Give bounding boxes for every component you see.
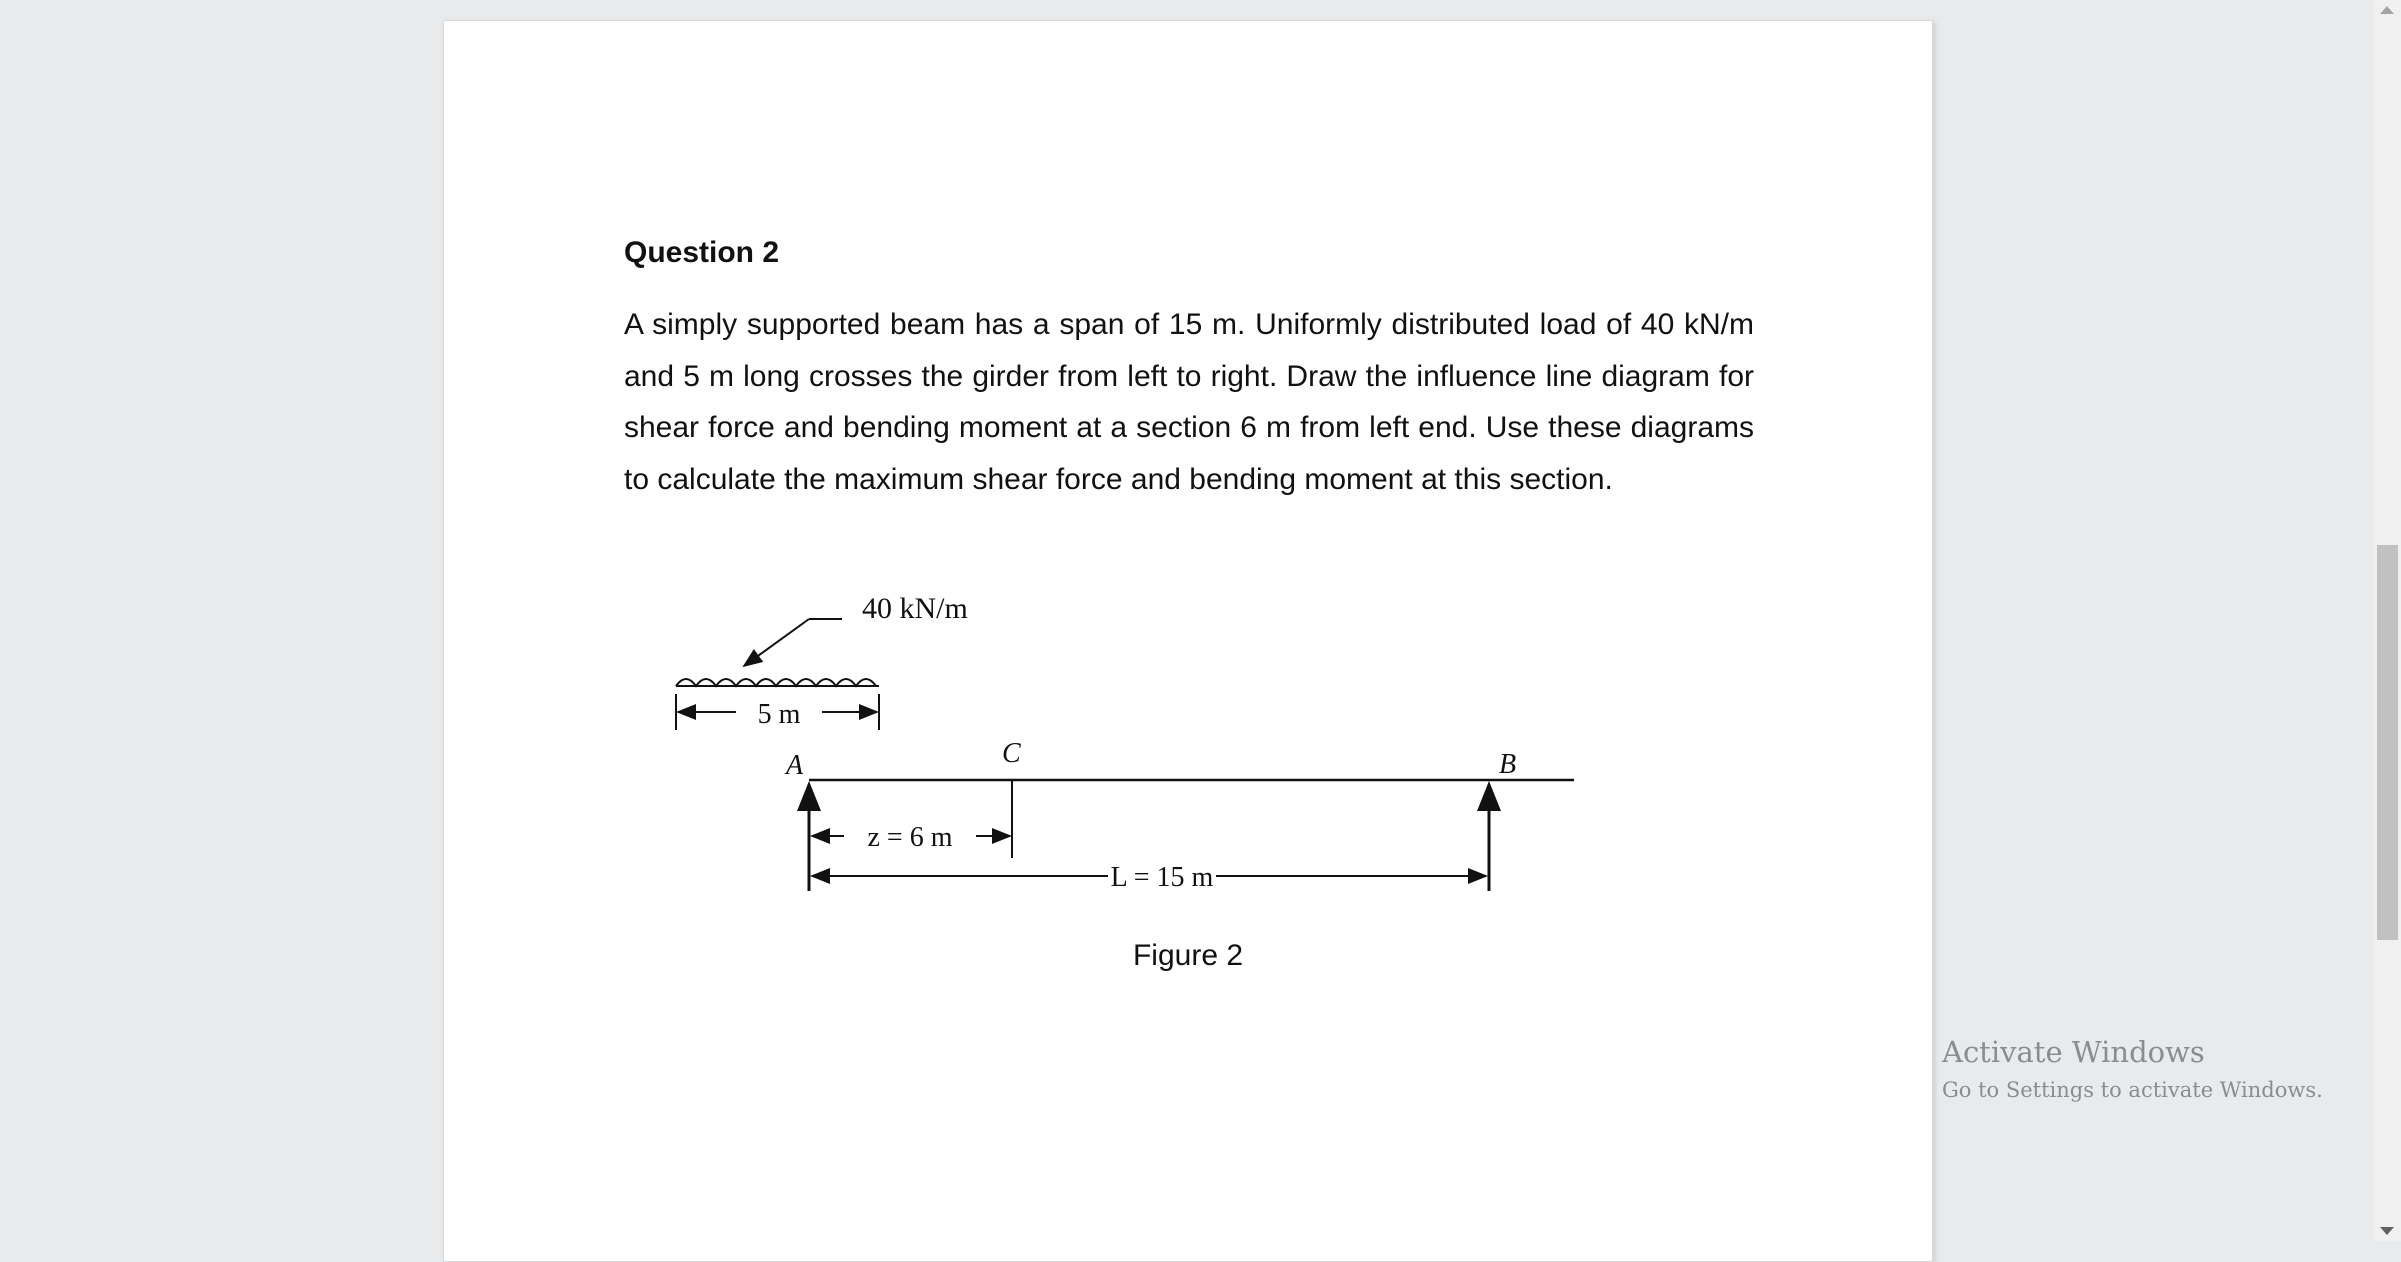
section-c-label: C	[1002, 738, 1021, 769]
document-page	[443, 20, 1933, 1262]
vertical-scrollbar[interactable]	[2374, 0, 2401, 1241]
watermark-title: Activate Windows	[1942, 1035, 2205, 1069]
support-a-label: A	[786, 750, 804, 781]
scroll-up-arrow-icon[interactable]	[2380, 6, 2394, 14]
question-title: Question 2	[624, 236, 780, 269]
z-dim-label: z = 6 m	[867, 822, 953, 853]
udl-load-symbol	[676, 679, 879, 686]
support-b-label: B	[1499, 749, 1517, 780]
span-dim-label: L = 15 m	[1110, 862, 1214, 893]
load-label: 40 kN/m	[862, 592, 968, 625]
windows-activation-watermark	[1942, 1035, 2323, 1102]
figure-caption: Figure 2	[1132, 939, 1244, 972]
question-text: A simply supported beam has a span of 15 m. Uniformly distributed load of 40 kN/m and 5 m long crosses the girder from left to right. Draw the influence line diagram for shear force and bending moment at a section 6 m from left end. Use these diagrams to calculate the maximum shear force and bending moment at this section.	[624, 308, 1754, 496]
beam-figure	[674, 566, 1574, 906]
load-length-label: 5 m	[757, 699, 801, 730]
load-leader-arrow	[744, 619, 809, 666]
scrollbar-thumb[interactable]	[2377, 545, 2398, 940]
scroll-down-arrow-icon[interactable]	[2380, 1227, 2394, 1235]
watermark-subtitle: Go to Settings to activate Windows.	[1942, 1078, 2323, 1102]
